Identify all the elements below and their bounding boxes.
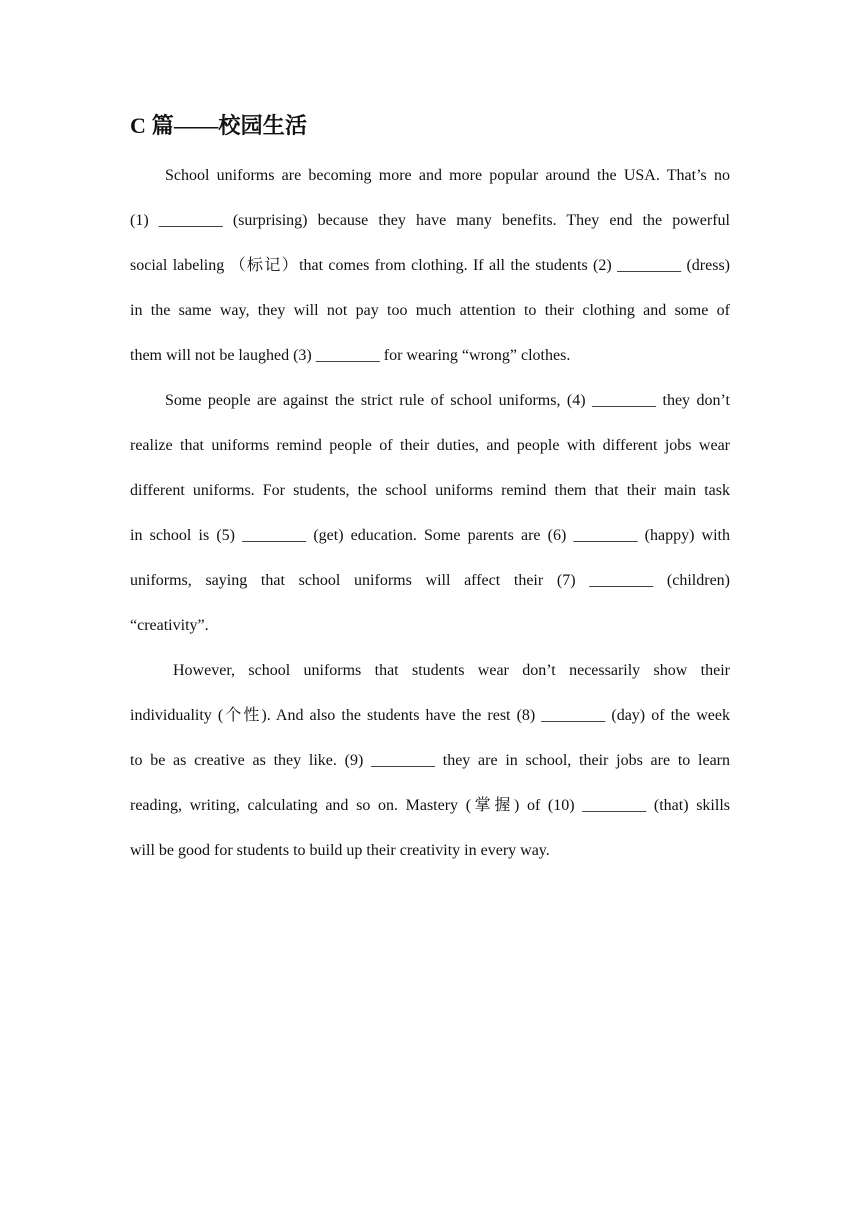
document-page xyxy=(130,108,730,873)
text-line: Some people are against the strict rule of school uniforms, (4) ________ they don’t xyxy=(165,392,730,409)
text-line: School uniforms are becoming more and more popular around the USA. That’s no xyxy=(165,167,730,184)
text-line: in school is (5) ________ (get) education. Some parents are (6) ________ (happy) with xyxy=(130,527,730,544)
text-line: different uniforms. For students, the school uniforms remind them that their main task xyxy=(130,482,730,499)
text-line: will be good for students to build up their creativity in every way. xyxy=(130,842,550,859)
text-line: social labeling （标记）that comes from clothing. If all the students (2) ________ (dress) xyxy=(130,257,730,274)
text-line: (1) ________ (surprising) because they have many benefits. They end the powerful xyxy=(130,212,730,229)
paragraph-2 xyxy=(130,378,730,648)
section-title: C 篇——校园生活 xyxy=(130,113,308,138)
text-line: them will not be laughed (3) ________ for wearing “wrong” clothes. xyxy=(130,347,571,364)
text-line: individuality (个性). And also the students have the rest (8) ________ (day) of the week xyxy=(130,707,730,724)
text-line: in the same way, they will not pay too much attention to their clothing and some of xyxy=(130,302,730,319)
text-line: realize that uniforms remind people of their duties, and people with different jobs wear xyxy=(130,437,730,454)
paragraph-3 xyxy=(130,648,730,873)
text-line: “creativity”. xyxy=(130,617,209,634)
text-line: to be as creative as they like. (9) ________ they are in school, their jobs are to learn xyxy=(130,752,730,769)
text-line: reading, writing, calculating and so on. Mastery (掌握) of (10) ________ (that) skills xyxy=(130,797,730,814)
paragraph-1 xyxy=(130,153,730,378)
text-line: However, school uniforms that students wear don’t necessarily show their xyxy=(173,662,730,679)
text-line: uniforms, saying that school uniforms will affect their (7) ________ (children) xyxy=(130,572,730,589)
